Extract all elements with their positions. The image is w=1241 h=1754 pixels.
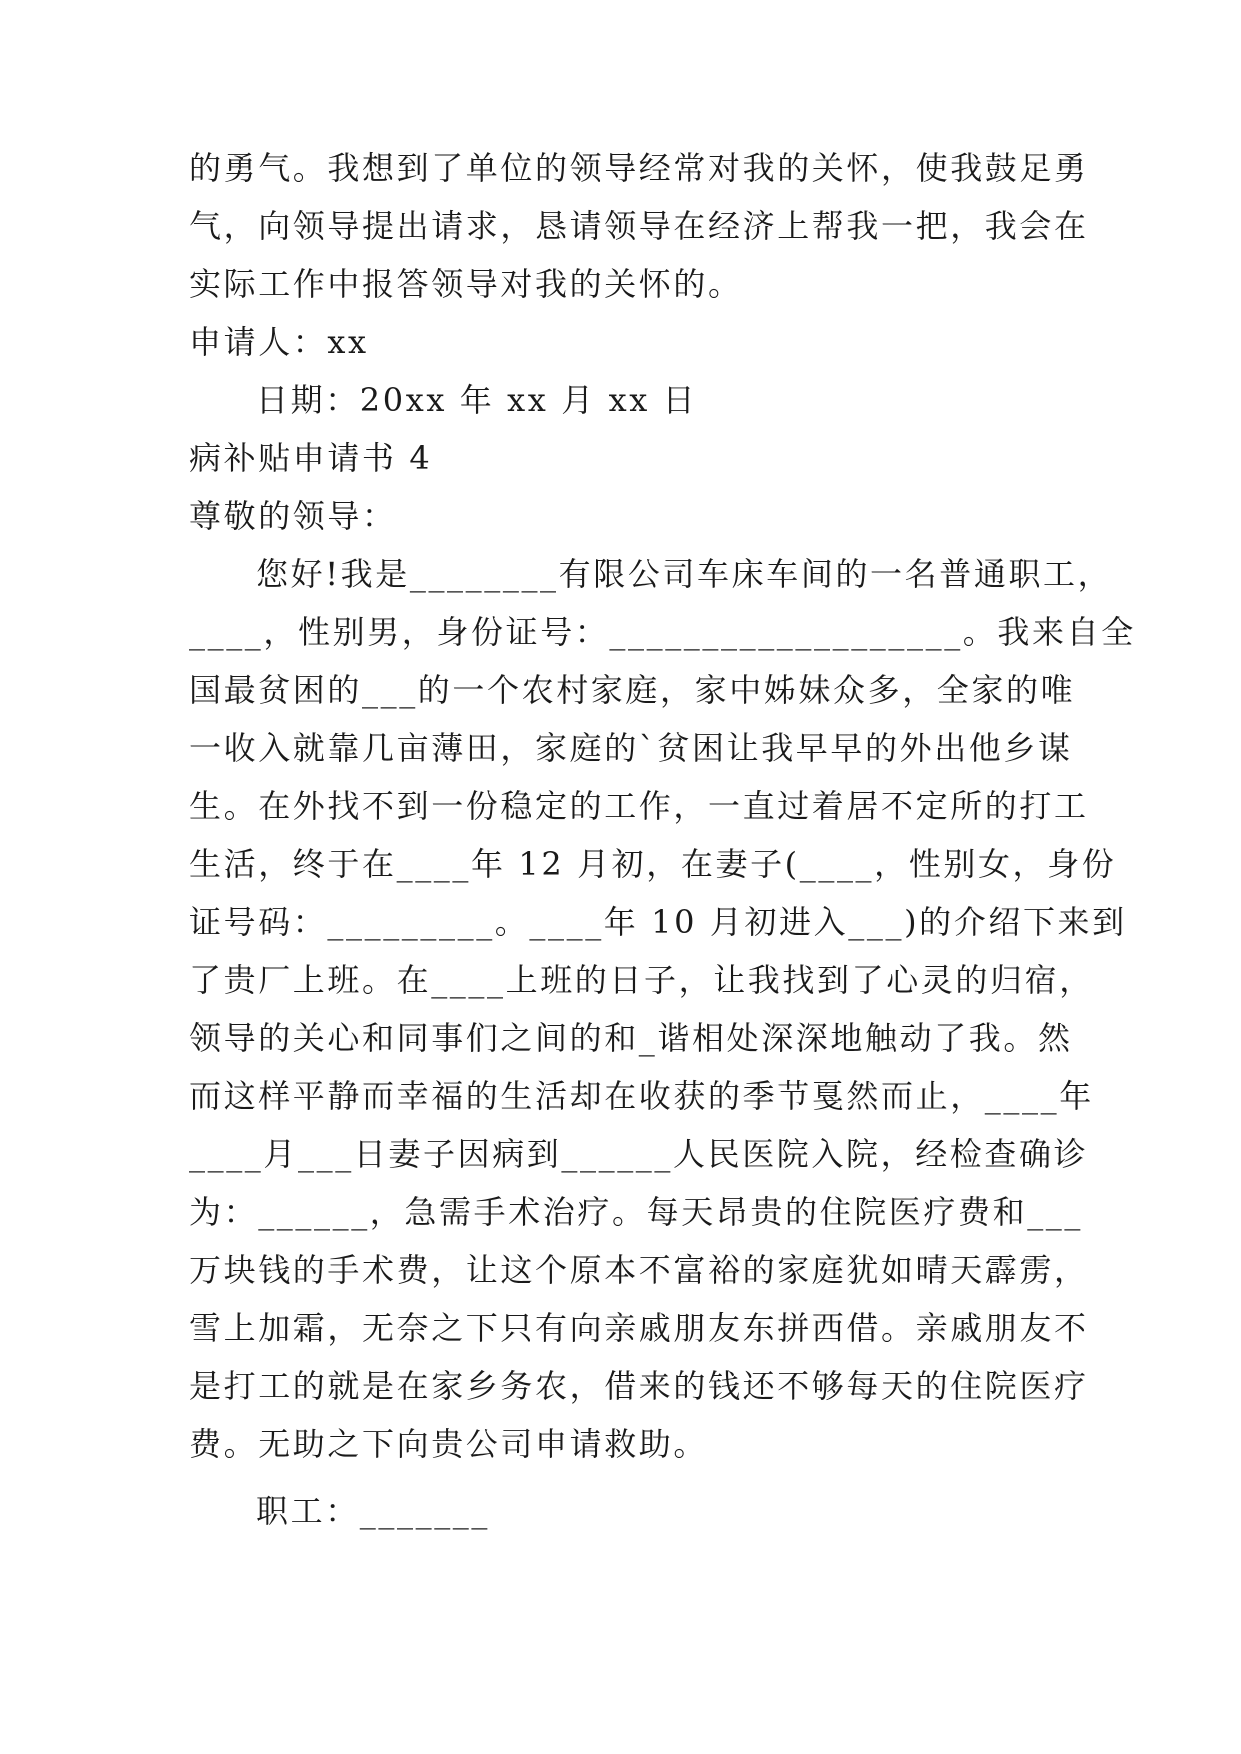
text-line: 气，向领导提出请求，恳请领导在经济上帮我一把，我会在 xyxy=(189,207,1089,245)
text-line: 为：______，急需手术治疗。每天昂贵的住院医疗费和___ xyxy=(189,1193,1084,1231)
text-line: 生。在外找不到一份稳定的工作，一直过着居不定所的打工 xyxy=(189,787,1089,825)
text-line: 的勇气。我想到了单位的领导经常对我的关怀，使我鼓足勇 xyxy=(189,149,1089,187)
text-line: 万块钱的手术费，让这个原本不富裕的家庭犹如晴天霹雳， xyxy=(189,1251,1089,1289)
text-line: 您好!我是________有限公司车床车间的一名普通职工， xyxy=(256,555,1113,593)
text-line: ____，性别男，身份证号：___________________。我来自全 xyxy=(189,613,1136,651)
section-title: 病补贴申请书 4 xyxy=(189,439,433,477)
date-line: 日期：20xx 年 xx 月 xx 日 xyxy=(256,381,698,419)
text-line: 证号码：_________。____年 10 月初进入___)的介绍下来到 xyxy=(189,903,1127,941)
employee-signature-line: 职工：_______ xyxy=(256,1492,491,1530)
text-line: 而这样平静而幸福的生活却在收获的季节戛然而止，____年 xyxy=(189,1077,1094,1115)
text-line: 雪上加霜，无奈之下只有向亲戚朋友东拼西借。亲戚朋友不 xyxy=(189,1309,1089,1347)
text-line: 费。无助之下向贵公司申请救助。 xyxy=(189,1425,709,1463)
text-line: 是打工的就是在家乡务农，借来的钱还不够每天的住院医疗 xyxy=(189,1367,1089,1405)
text-line: 实际工作中报答领导对我的关怀的。 xyxy=(189,265,743,303)
text-line: 领导的关心和同事们之间的和_谐相处深深地触动了我。然 xyxy=(189,1019,1073,1057)
text-line: 了贵厂上班。在____上班的日子，让我找到了心灵的归宿， xyxy=(189,961,1094,999)
text-line: 生活，终于在____年 12 月初，在妻子(____，性别女，身份 xyxy=(189,845,1117,883)
text-line: 国最贫困的___的一个农村家庭，家中姊妹众多，全家的唯 xyxy=(189,671,1076,709)
salutation: 尊敬的领导： xyxy=(189,497,397,535)
applicant-line: 申请人：xx xyxy=(189,323,369,361)
text-line: ____月___日妻子因病到______人民医院入院，经检查确诊 xyxy=(189,1135,1089,1173)
text-line: 一收入就靠几亩薄田，家庭的`贫困让我早早的外出他乡谋 xyxy=(189,729,1073,767)
